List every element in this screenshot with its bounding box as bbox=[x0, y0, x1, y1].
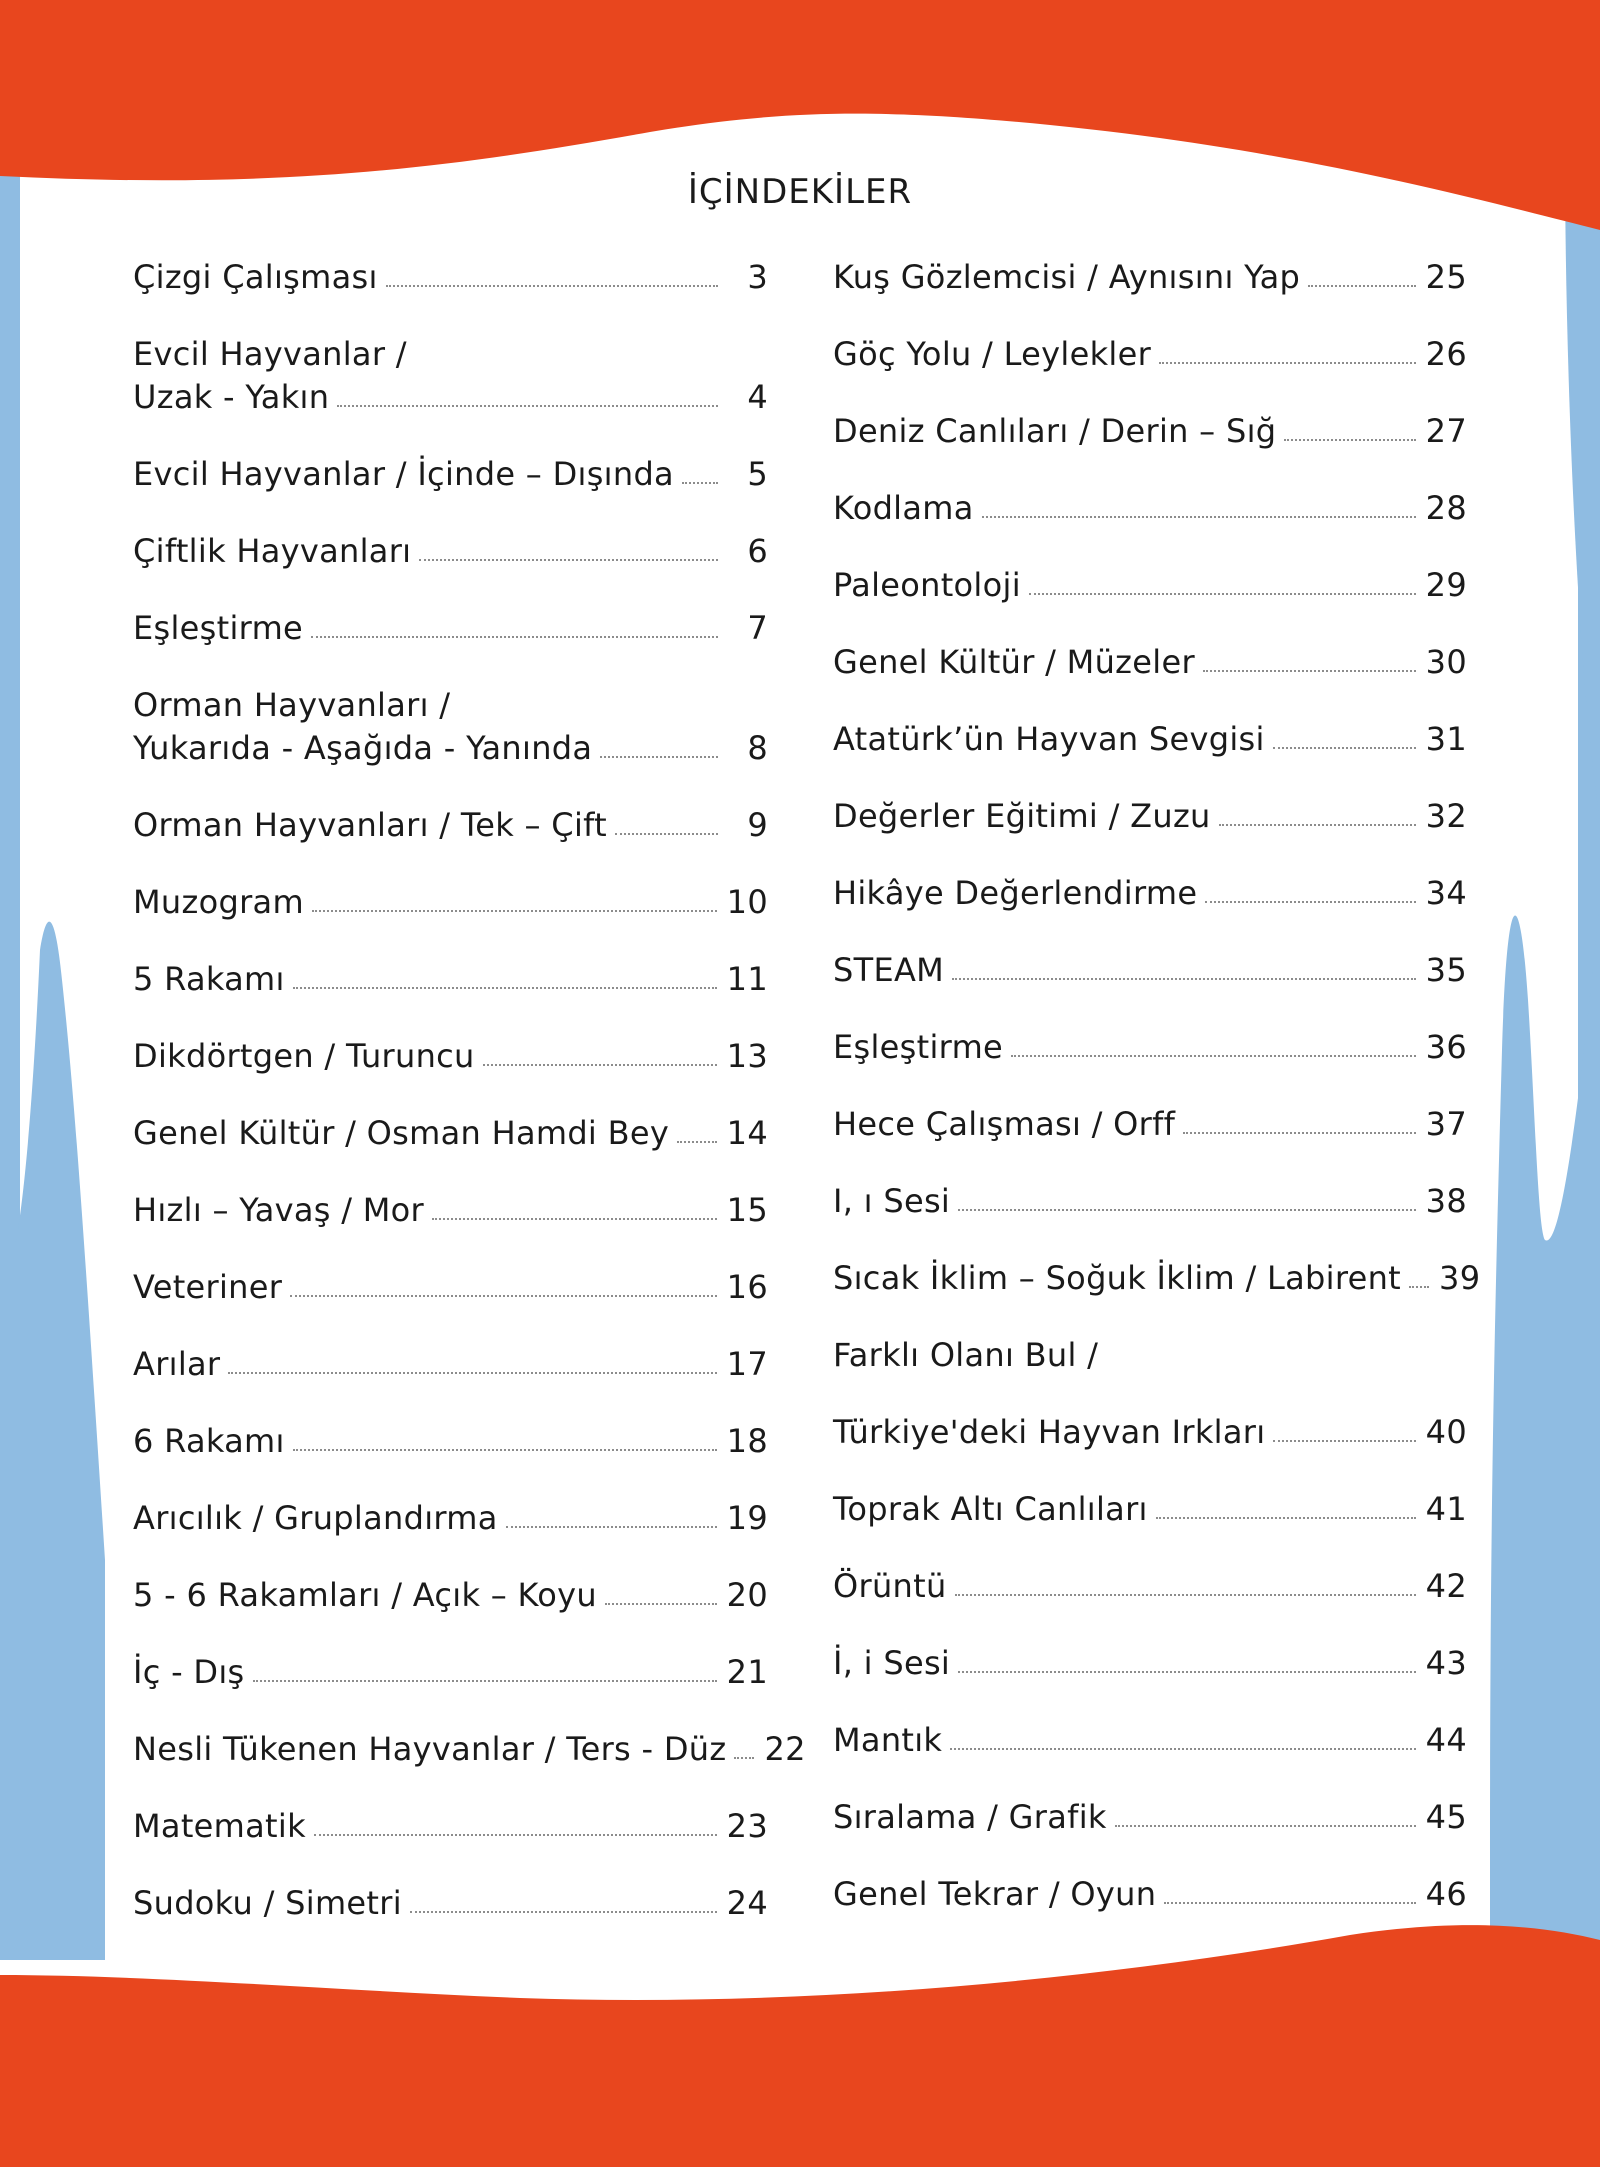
toc-entry bbox=[133, 1343, 768, 1385]
dot-leader bbox=[314, 1834, 717, 1836]
toc-entry bbox=[833, 1719, 1467, 1761]
toc-entry bbox=[133, 1112, 768, 1154]
toc-entry bbox=[133, 1420, 768, 1462]
dot-leader bbox=[615, 833, 718, 835]
dot-leader bbox=[483, 1064, 717, 1066]
toc-entry bbox=[833, 1257, 1481, 1299]
toc-page-number: 5 bbox=[747, 455, 768, 493]
toc-entry bbox=[133, 333, 768, 375]
toc-page-number: 3 bbox=[747, 258, 768, 296]
toc-entry bbox=[833, 1180, 1467, 1222]
toc-entry-title: STEAM bbox=[833, 951, 945, 989]
toc-entry bbox=[133, 376, 768, 418]
toc-page-number: 18 bbox=[726, 1422, 768, 1460]
toc-entry bbox=[133, 1574, 768, 1616]
toc-entry-title: Evcil Hayvanlar / bbox=[133, 335, 407, 373]
toc-page-number: 24 bbox=[726, 1884, 768, 1922]
toc-entry bbox=[133, 1882, 768, 1924]
dot-leader bbox=[734, 1757, 754, 1759]
dot-leader bbox=[1273, 747, 1416, 749]
toc-page-number: 46 bbox=[1425, 1875, 1467, 1913]
toc-entry bbox=[833, 949, 1467, 991]
toc-page-number: 41 bbox=[1425, 1490, 1467, 1528]
dot-leader bbox=[677, 1141, 717, 1143]
toc-entry-title: 5 Rakamı bbox=[133, 960, 285, 998]
toc-page-number: 44 bbox=[1425, 1721, 1467, 1759]
toc-page-number: 34 bbox=[1425, 874, 1467, 912]
toc-page-number: 45 bbox=[1425, 1798, 1467, 1836]
toc-page-number: 40 bbox=[1425, 1413, 1467, 1451]
dot-leader bbox=[950, 1748, 1415, 1750]
toc-entry bbox=[833, 1026, 1467, 1068]
toc-entry-title: Orman Hayvanları / Tek – Çift bbox=[133, 806, 607, 844]
toc-entry-title: Paleontoloji bbox=[833, 566, 1021, 604]
toc-entry bbox=[133, 684, 768, 726]
toc-page-number: 14 bbox=[726, 1114, 768, 1152]
toc-entry-title: Eşleştirme bbox=[833, 1028, 1004, 1066]
toc-entry-title: İ, i Sesi bbox=[833, 1644, 951, 1682]
toc-entry-title: Veteriner bbox=[133, 1268, 283, 1306]
toc-entry bbox=[133, 1728, 806, 1770]
toc-entry bbox=[833, 410, 1467, 452]
toc-page-number: 8 bbox=[747, 729, 768, 767]
dot-leader bbox=[432, 1218, 717, 1220]
toc-entry-title: İç - Dış bbox=[133, 1653, 245, 1691]
toc-entry bbox=[133, 958, 768, 1000]
toc-page-number: 38 bbox=[1425, 1182, 1467, 1220]
dot-leader bbox=[1203, 670, 1416, 672]
toc-page-number: 42 bbox=[1425, 1567, 1467, 1605]
toc-entry bbox=[833, 1103, 1467, 1145]
toc-entry-title: Türkiye'deki Hayvan Irkları bbox=[833, 1413, 1266, 1451]
toc-page-number: 28 bbox=[1425, 489, 1467, 527]
toc-page-number: 31 bbox=[1425, 720, 1467, 758]
dot-leader bbox=[1308, 285, 1416, 287]
toc-page-number: 32 bbox=[1425, 797, 1467, 835]
dot-leader bbox=[1273, 1440, 1415, 1442]
toc-entry bbox=[133, 530, 768, 572]
toc-page-number: 9 bbox=[747, 806, 768, 844]
toc-entry bbox=[133, 881, 768, 923]
toc-entry bbox=[833, 256, 1467, 298]
toc-page-number: 39 bbox=[1439, 1259, 1481, 1297]
toc-entry-title: Arılar bbox=[133, 1345, 221, 1383]
toc-entry bbox=[133, 1651, 768, 1693]
dot-leader bbox=[1164, 1902, 1415, 1904]
dot-leader bbox=[1183, 1132, 1415, 1134]
dot-leader bbox=[293, 1449, 717, 1451]
dot-leader bbox=[312, 910, 717, 912]
toc-entry-title: Farklı Olanı Bul / bbox=[833, 1336, 1099, 1374]
toc-page-number: 20 bbox=[726, 1576, 768, 1614]
toc-entry-title: Genel Tekrar / Oyun bbox=[833, 1875, 1157, 1913]
toc-page-number: 37 bbox=[1425, 1105, 1467, 1143]
toc-entry-title: Örüntü bbox=[833, 1567, 947, 1605]
toc-entry-title: Kuş Gözlemcisi / Aynısını Yap bbox=[833, 258, 1301, 296]
toc-page-number: 10 bbox=[726, 883, 768, 921]
dot-leader bbox=[958, 1671, 1416, 1673]
toc-entry bbox=[833, 487, 1467, 529]
dot-leader bbox=[290, 1295, 716, 1297]
toc-entry-title: Evcil Hayvanlar / İçinde – Dışında bbox=[133, 455, 674, 493]
toc-entry-title: Çizgi Çalışması bbox=[133, 258, 378, 296]
toc-entry bbox=[833, 333, 1467, 375]
toc-entry-title: Arıcılık / Gruplandırma bbox=[133, 1499, 498, 1537]
toc-page-number: 30 bbox=[1425, 643, 1467, 681]
toc-page-number: 4 bbox=[747, 378, 768, 416]
toc-entry-title: Orman Hayvanları / bbox=[133, 686, 451, 724]
dot-leader bbox=[253, 1680, 717, 1682]
dot-leader bbox=[958, 1209, 1416, 1211]
toc-entry bbox=[133, 1805, 768, 1847]
toc-page-number: 26 bbox=[1425, 335, 1467, 373]
toc-entry-title: Göç Yolu / Leylekler bbox=[833, 335, 1152, 373]
toc-entry bbox=[133, 1497, 768, 1539]
dot-leader bbox=[600, 756, 718, 758]
toc-entry-title: Atatürk’ün Hayvan Sevgisi bbox=[833, 720, 1265, 758]
toc-entry bbox=[133, 1035, 768, 1077]
dot-leader bbox=[386, 285, 718, 287]
toc-entry bbox=[833, 1411, 1467, 1453]
toc-entry bbox=[833, 1642, 1467, 1684]
toc-entry-title: Dikdörtgen / Turuncu bbox=[133, 1037, 475, 1075]
toc-entry-title: Deniz Canlıları / Derin – Sığ bbox=[833, 412, 1277, 450]
toc-page-number: 6 bbox=[747, 532, 768, 570]
toc-page-number: 23 bbox=[726, 1807, 768, 1845]
dot-leader bbox=[605, 1603, 717, 1605]
dot-leader bbox=[952, 978, 1416, 980]
toc-page-number: 27 bbox=[1425, 412, 1467, 450]
dot-leader bbox=[1011, 1055, 1416, 1057]
toc-entry-title: Toprak Altı Canlıları bbox=[833, 1490, 1148, 1528]
dot-leader bbox=[410, 1911, 717, 1913]
toc-entry-title: 5 - 6 Rakamları / Açık – Koyu bbox=[133, 1576, 597, 1614]
toc-entry bbox=[133, 727, 768, 769]
toc-entry-title: Nesli Tükenen Hayvanlar / Ters - Düz bbox=[133, 1730, 727, 1768]
dot-leader bbox=[419, 559, 718, 561]
toc-entry bbox=[833, 1796, 1467, 1838]
dot-leader bbox=[228, 1372, 716, 1374]
dot-leader bbox=[1219, 824, 1416, 826]
toc-entry-title: Muzogram bbox=[133, 883, 304, 921]
dot-leader bbox=[955, 1594, 1416, 1596]
toc-entry-title: 6 Rakamı bbox=[133, 1422, 285, 1460]
toc-page-number: 7 bbox=[747, 609, 768, 647]
dot-leader bbox=[293, 987, 717, 989]
toc-page-number: 22 bbox=[764, 1730, 806, 1768]
toc-page-number: 36 bbox=[1425, 1028, 1467, 1066]
dot-leader bbox=[1159, 362, 1416, 364]
dot-leader bbox=[311, 636, 718, 638]
toc-entry-title-line2: Yukarıda - Aşağıda - Yanında bbox=[133, 729, 593, 767]
toc-entry bbox=[833, 1873, 1467, 1915]
toc-page-number: 13 bbox=[726, 1037, 768, 1075]
dot-leader bbox=[1029, 593, 1416, 595]
toc-entry-title: Eşleştirme bbox=[133, 609, 304, 647]
toc-entry-title-line2: Uzak - Yakın bbox=[133, 378, 330, 416]
toc-entry-title: Hece Çalışması / Orff bbox=[833, 1105, 1176, 1143]
dot-leader bbox=[337, 405, 718, 407]
toc-page-number: 29 bbox=[1425, 566, 1467, 604]
toc-entry-title: Sudoku / Simetri bbox=[133, 1884, 402, 1922]
toc-page-number: 17 bbox=[726, 1345, 768, 1383]
page-title: İÇİNDEKİLER bbox=[687, 172, 913, 212]
dot-leader bbox=[506, 1526, 717, 1528]
toc-entry bbox=[833, 872, 1467, 914]
toc-entry-title: Çiftlik Hayvanları bbox=[133, 532, 412, 570]
toc-page-number: 21 bbox=[726, 1653, 768, 1691]
toc-entry-title: Hikâye Değerlendirme bbox=[833, 874, 1198, 912]
toc-entry-title: Matematik bbox=[133, 1807, 306, 1845]
dot-leader bbox=[1205, 901, 1415, 903]
toc-entry bbox=[833, 641, 1467, 683]
toc-entry-title: I, ı Sesi bbox=[833, 1182, 951, 1220]
toc-entry bbox=[133, 1189, 768, 1231]
dot-leader bbox=[1115, 1825, 1416, 1827]
toc-entry-title: Hızlı – Yavaş / Mor bbox=[133, 1191, 425, 1229]
toc-entry bbox=[133, 1266, 768, 1308]
toc-entry-title: Genel Kültür / Osman Hamdi Bey bbox=[133, 1114, 670, 1152]
toc-page-number: 43 bbox=[1425, 1644, 1467, 1682]
dot-leader bbox=[1284, 439, 1415, 441]
toc-entry bbox=[833, 1565, 1467, 1607]
dot-leader bbox=[982, 516, 1416, 518]
toc-entry-title: Kodlama bbox=[833, 489, 974, 527]
dot-leader bbox=[682, 482, 718, 484]
toc-page-number: 16 bbox=[726, 1268, 768, 1306]
toc-entry bbox=[133, 804, 768, 846]
toc-entry-title: Sıralama / Grafik bbox=[833, 1798, 1107, 1836]
toc-entry bbox=[833, 718, 1467, 760]
toc-entry-title: Genel Kültür / Müzeler bbox=[833, 643, 1195, 681]
toc-entry bbox=[133, 607, 768, 649]
toc-entry bbox=[833, 1334, 1467, 1376]
toc-page-number: 19 bbox=[726, 1499, 768, 1537]
toc-entry-title: Sıcak İklim – Soğuk İklim / Labirent bbox=[833, 1259, 1402, 1297]
toc-page-number: 25 bbox=[1425, 258, 1467, 296]
toc-entry-title: Değerler Eğitimi / Zuzu bbox=[833, 797, 1211, 835]
toc-page-number: 15 bbox=[726, 1191, 768, 1229]
dot-leader bbox=[1156, 1517, 1416, 1519]
toc-entry-title: Mantık bbox=[833, 1721, 943, 1759]
toc-page-number: 11 bbox=[726, 960, 768, 998]
toc-entry bbox=[833, 564, 1467, 606]
toc-entry bbox=[833, 1488, 1467, 1530]
toc-entry bbox=[133, 453, 768, 495]
dot-leader bbox=[1409, 1286, 1429, 1288]
toc-page-number: 35 bbox=[1425, 951, 1467, 989]
toc-entry bbox=[833, 795, 1467, 837]
toc-entry bbox=[133, 256, 768, 298]
